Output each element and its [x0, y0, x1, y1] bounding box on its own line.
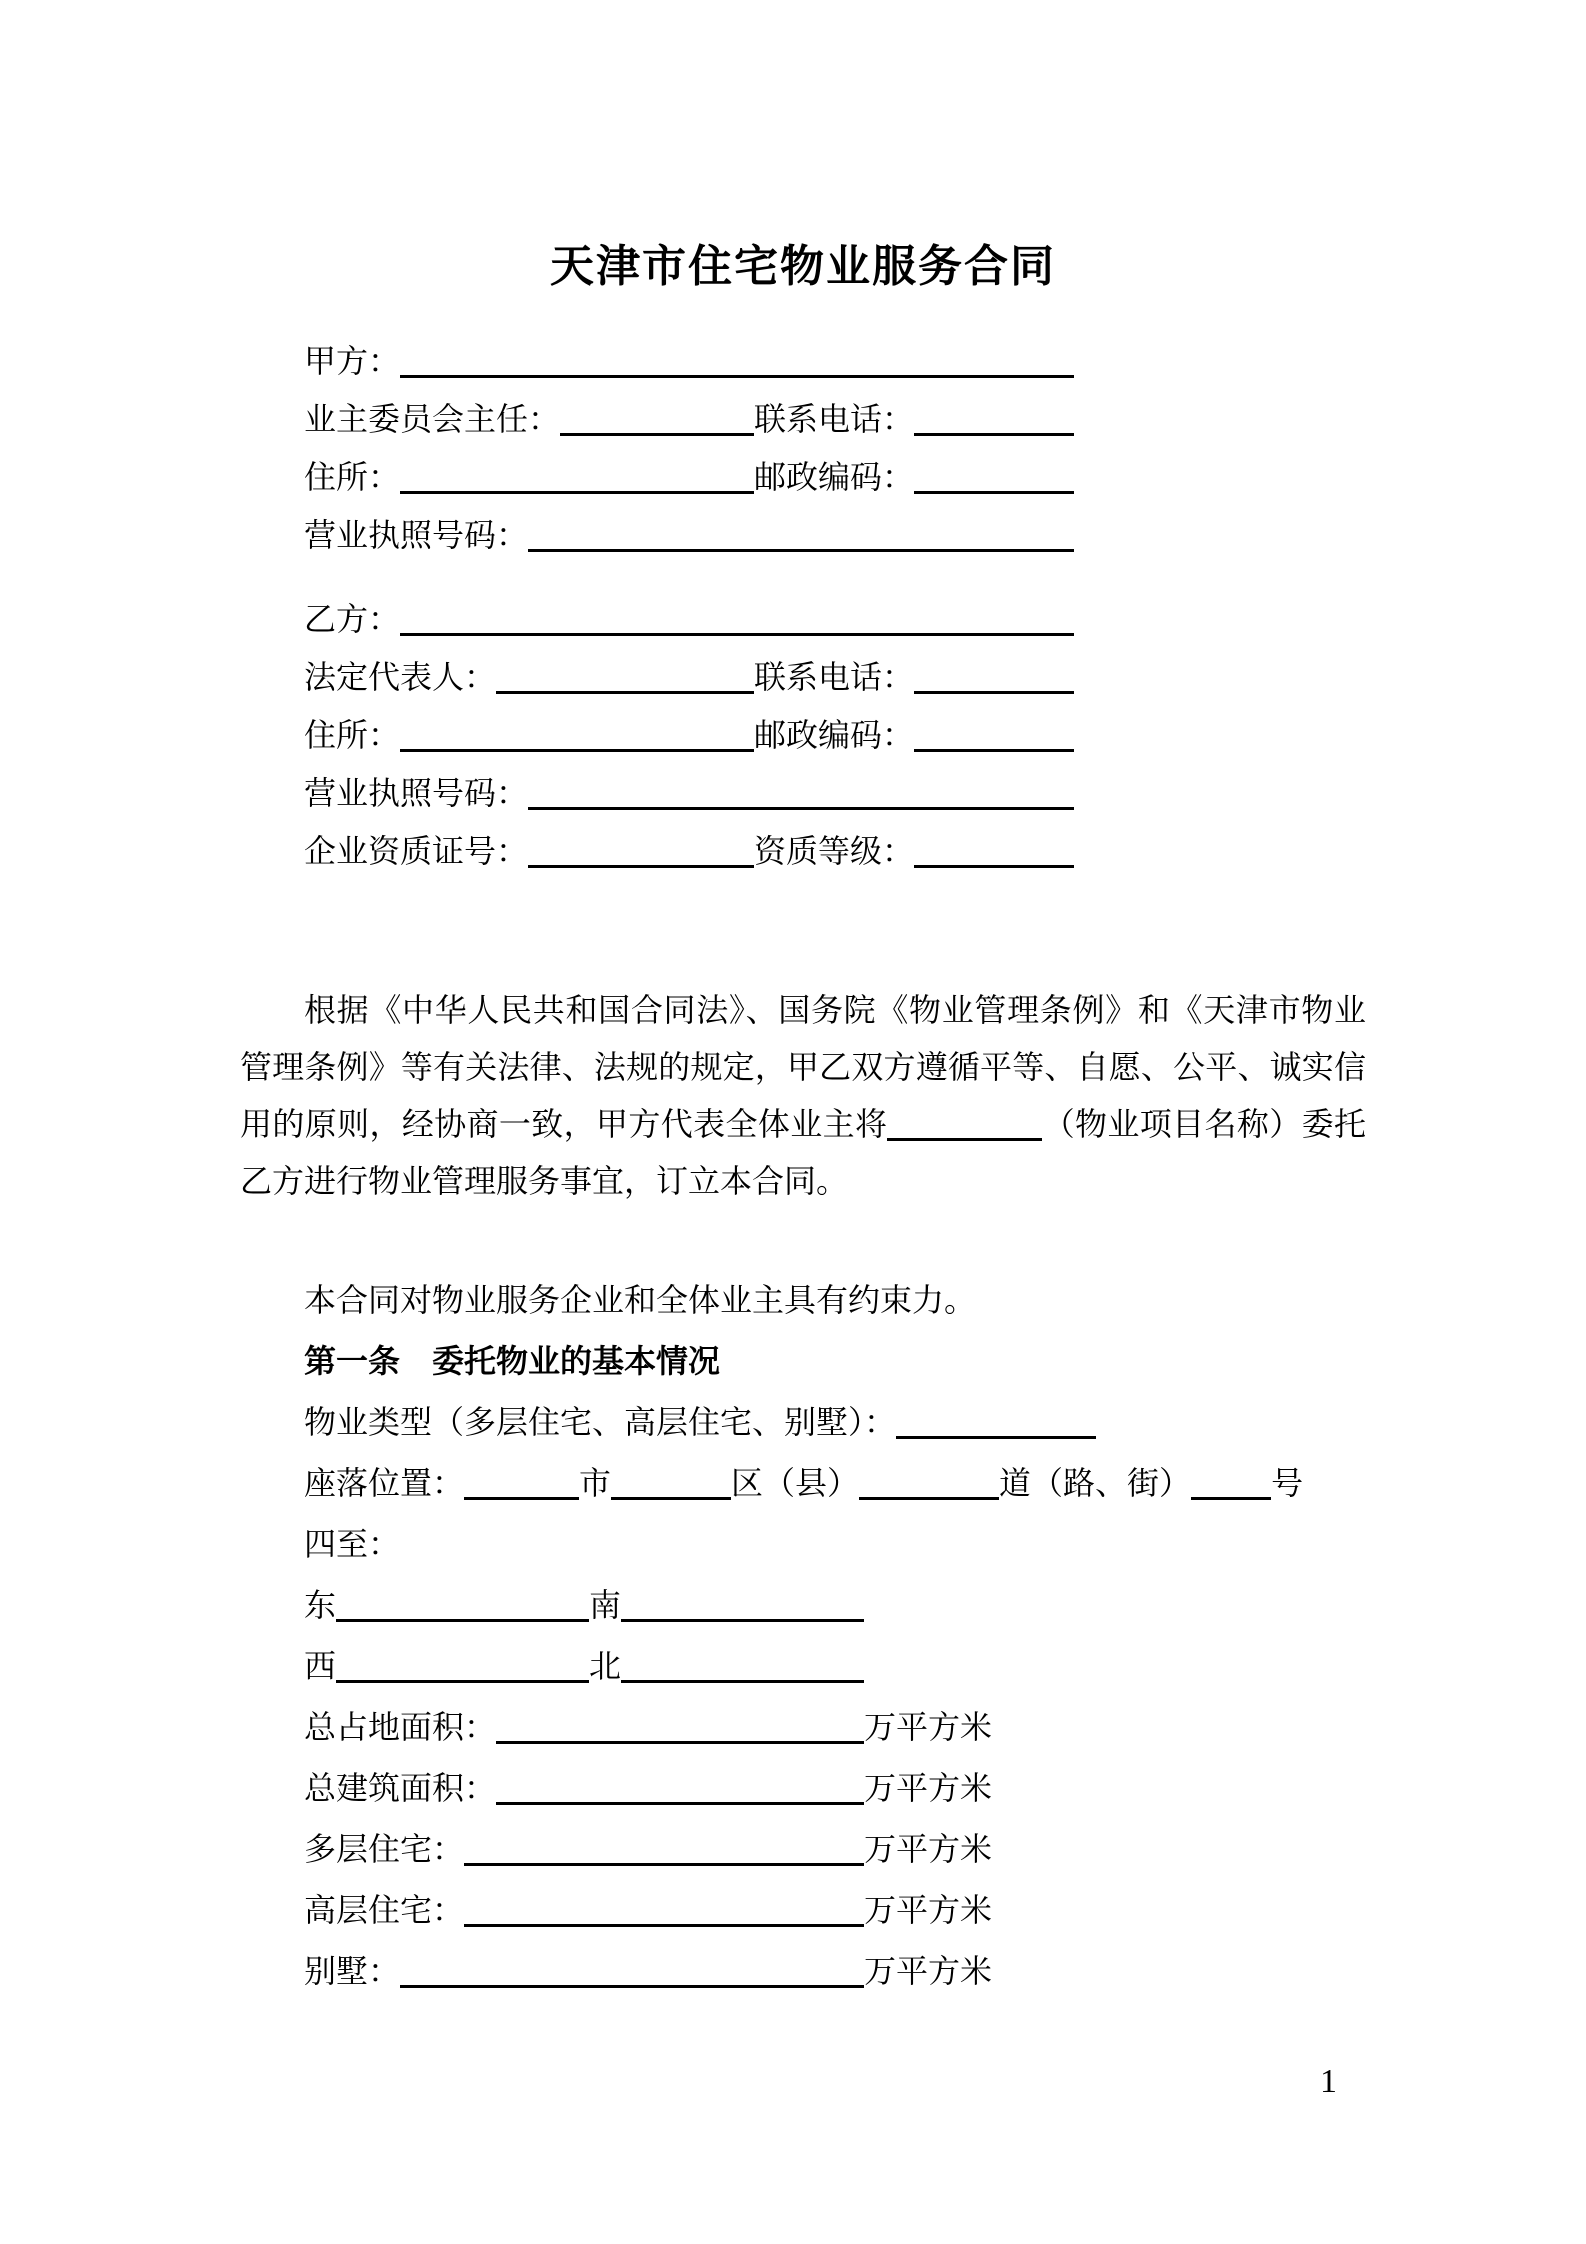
multi-storey-area-row — [240, 1819, 1366, 1880]
article-1-section — [240, 1270, 1366, 2002]
villa-area-row — [240, 1941, 1366, 2002]
total-building-area-label: 总建筑面积： — [304, 1770, 497, 1806]
road-suffix: 道（路、街） — [999, 1465, 1192, 1501]
area-unit: 万平方米 — [864, 1831, 993, 1867]
license-label: 营业执照号码： — [304, 517, 529, 553]
high-rise-blank — [464, 1915, 864, 1927]
party-a-license-row — [240, 506, 1366, 564]
preamble-text-2: （物业项目名称）委托乙方进行物业管理服务事宜，订立本合同。 — [240, 1106, 1366, 1199]
villa-label: 别墅： — [304, 1953, 401, 1989]
postcode-blank — [914, 482, 1074, 494]
license-blank — [528, 540, 1074, 552]
party-b-name-row — [240, 590, 1366, 648]
location-row — [240, 1453, 1366, 1514]
license-blank — [528, 798, 1074, 810]
district-suffix: 区（县） — [731, 1465, 860, 1501]
party-a-name-blank — [400, 366, 1074, 378]
south-label: 南 — [589, 1587, 622, 1623]
district-blank — [611, 1488, 731, 1500]
number-suffix: 号 — [1271, 1465, 1304, 1501]
boundary-west-north-row — [240, 1636, 1366, 1697]
party-b-block — [240, 590, 1366, 880]
city-blank — [464, 1488, 579, 1500]
party-b-address-row — [240, 706, 1366, 764]
grade-label: 资质等级： — [754, 833, 915, 869]
page-number: 1 — [1320, 2063, 1337, 2100]
villa-blank — [400, 1976, 864, 1988]
phone-label: 联系电话： — [754, 659, 915, 695]
area-unit: 万平方米 — [864, 1709, 993, 1745]
area-unit: 万平方米 — [864, 1770, 993, 1806]
article-1-heading — [240, 1331, 1366, 1392]
postcode-blank — [914, 740, 1074, 752]
east-blank — [336, 1610, 589, 1622]
document-title: 天津市住宅物业服务合同 — [550, 242, 1056, 291]
chairman-blank — [560, 424, 754, 436]
license-label: 营业执照号码： — [304, 775, 529, 811]
total-land-area-row — [240, 1697, 1366, 1758]
total-land-area-label: 总占地面积： — [304, 1709, 497, 1745]
rep-blank — [496, 682, 754, 694]
property-type-blank — [896, 1427, 1096, 1439]
preamble-text-1: 根据《中华人民共和国合同法》、国务院《物业管理条例》和《天津市物业管理条例》等有关法律、法规的规定，甲乙双方遵循平等、自愿、公平、诚实信用的原则，经协商一致，甲方代表全体业主将 — [240, 992, 1366, 1142]
property-type-row — [240, 1392, 1366, 1453]
south-blank — [621, 1610, 864, 1622]
phone-blank — [914, 424, 1074, 436]
location-label: 座落位置： — [304, 1465, 465, 1501]
party-b-license-row — [240, 764, 1366, 822]
address-label: 住所： — [304, 717, 401, 753]
party-a-name-row — [240, 332, 1366, 390]
boundaries-label-row: 四至： — [304, 1526, 401, 1562]
preamble-paragraph — [240, 982, 1366, 1210]
postcode-label: 邮政编码： — [754, 459, 915, 495]
grade-blank — [914, 856, 1074, 868]
chairman-label: 业主委员会主任： — [304, 401, 561, 437]
total-land-area-blank — [496, 1732, 864, 1744]
west-blank — [336, 1671, 589, 1683]
high-rise-area-row — [240, 1880, 1366, 1941]
east-label: 东 — [304, 1587, 337, 1623]
address-blank — [400, 482, 754, 494]
party-a-chairman-row — [240, 390, 1366, 448]
address-label: 住所： — [304, 459, 401, 495]
area-unit: 万平方米 — [864, 1892, 993, 1928]
party-b-rep-row — [240, 648, 1366, 706]
party-a-label: 甲方： — [304, 343, 401, 379]
project-name-blank — [887, 1129, 1042, 1141]
north-blank — [621, 1671, 864, 1683]
north-label: 北 — [589, 1648, 622, 1684]
boundary-east-south-row — [240, 1575, 1366, 1636]
west-label: 西 — [304, 1648, 337, 1684]
article-title: 委托物业的基本情况 — [432, 1343, 721, 1379]
postcode-label: 邮政编码： — [754, 717, 915, 753]
multi-storey-blank — [464, 1854, 864, 1866]
party-b-label: 乙方： — [304, 601, 401, 637]
area-unit: 万平方米 — [864, 1953, 993, 1989]
address-blank — [400, 740, 754, 752]
cert-blank — [528, 856, 754, 868]
property-type-label: 物业类型（多层住宅、高层住宅、别墅）： — [304, 1404, 897, 1440]
phone-label: 联系电话： — [754, 401, 915, 437]
number-blank — [1191, 1488, 1271, 1500]
total-building-area-row — [240, 1758, 1366, 1819]
cert-label: 企业资质证号： — [304, 833, 529, 869]
road-blank — [859, 1488, 999, 1500]
party-a-address-row — [240, 448, 1366, 506]
party-a-block — [240, 332, 1366, 564]
total-building-area-blank — [496, 1793, 864, 1805]
rep-label: 法定代表人： — [304, 659, 497, 695]
high-rise-label: 高层住宅： — [304, 1892, 465, 1928]
phone-blank — [914, 682, 1074, 694]
party-b-cert-row — [240, 822, 1366, 880]
party-b-name-blank — [400, 624, 1074, 636]
multi-storey-label: 多层住宅： — [304, 1831, 465, 1867]
article-number: 第一条 — [304, 1343, 401, 1379]
binding-clause: 本合同对物业服务企业和全体业主具有约束力。 — [304, 1282, 977, 1318]
city-suffix: 市 — [579, 1465, 612, 1501]
